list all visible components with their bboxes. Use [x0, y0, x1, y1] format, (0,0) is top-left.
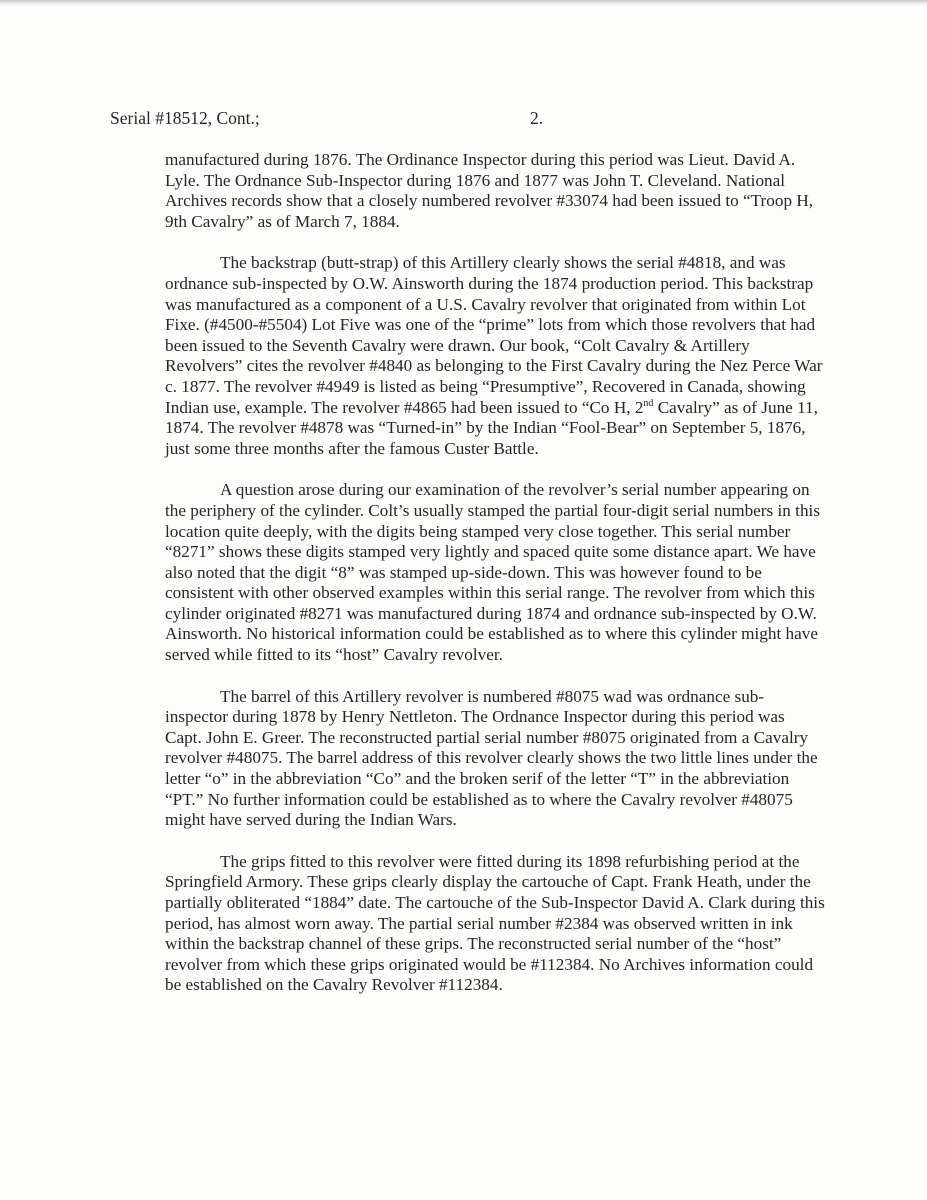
paragraph-2: [165, 253, 825, 459]
paragraph-5: The grips fitted to this revolver were fitted during its 1898 refurbishing period at the Springfield Armory. These grips clearly display the cartouche of Capt. Frank Heath, under the partially obliterated “1884” date. The cartouche of the Sub-Inspector David A. Clark during this period, has almost worn away. The partial serial number #2384 was observed written in ink within the backstrap channel of these grips. The reconstructed serial number of the “host” revolver from which these grips originated would be #112384. No Archives information could be established on the Cavalry Revolver #112384.: [165, 851, 825, 995]
paragraph-3: A question arose during our examination of the revolver’s serial number appearing on the periphery of the cylinder. Colt’s usually stamped the partial four-digit serial numbers in this location quite deeply, with the digits being stamped very close together. This serial number “8271” shows these digits stamped very lightly and spaced quite some distance apart. We have also noted that the digit “8” was stamped up-side-down. This was however found to be consistent with other observed examples within this serial range. The revolver from which this cylinder originated #8271 was manufactured during 1874 and ordnance sub-inspected by O.W. Ainsworth. No historical information could be established as to where this cylinder might have served while fitted to its “host” Cavalry revolver.: [165, 480, 821, 665]
paragraph-2-tail: Cavalry” as of June 11, 1874. The revolver #4878 was “Turned-in” by the Indian “Fool-Bear” on September 5, 1876, just some three months after the famous Custer Battle.: [165, 397, 818, 458]
serial-heading: Serial #18512, Cont.;: [110, 108, 260, 128]
document-body: [165, 150, 825, 1017]
page-header: [110, 108, 550, 132]
paragraph-4: The barrel of this Artillery revolver is numbered #8075 wad was ordnance sub-inspector during 1878 by Henry Nettleton. The Ordnance Inspector during this period was Capt. John E. Greer. The reconstructed partial serial number #8075 originated from a Cavalry revolver #48075. The barrel address of this revolver clearly shows the two little lines under the letter “o” in the abbreviation “Co” and the broken serif of the letter “T” in the abbreviation “PT.” No further information could be established as to where the Cavalry revolver #48075 might have served during the Indian Wars.: [165, 686, 818, 830]
ordinal-suffix: nd: [643, 397, 654, 409]
scan-edge: [0, 0, 927, 6]
paragraph-1: manufactured during 1876. The Ordinance Inspector during this period was Lieut. David A. Lyle. The Ordnance Sub-Inspector during 1876 and 1877 was John T. Cleveland. National Archives records show that a closely numbered revolver #33074 had been issued to “Troop H, 9th Cavalry” as of March 7, 1884.: [165, 150, 814, 231]
paragraph-2-text: The backstrap (butt-strap) of this Artillery clearly shows the serial #4818, and was ordnance sub-inspected by O.W. Ainsworth during the 1874 production period. This backstrap was manufactured as a component of a U.S. Cavalry revolver that originated from within Lot Fixe. (#4500-#5504) Lot Five was one of the “prime” lots from which those revolvers that had been issued to the Seventh Cavalry were drawn. Our book, “Colt Cavalry & Artillery Revolvers” cites the revolver #4840 as belonging to the First Cavalry during the Nez Perce War c. 1877. The revolver #4949 is listed as being “Presumptive”, Recovered in Canada, showing Indian use, example. The revolver #4865 had been issued to “Co H, 2: [165, 253, 823, 417]
page-number: 2.: [530, 108, 544, 128]
